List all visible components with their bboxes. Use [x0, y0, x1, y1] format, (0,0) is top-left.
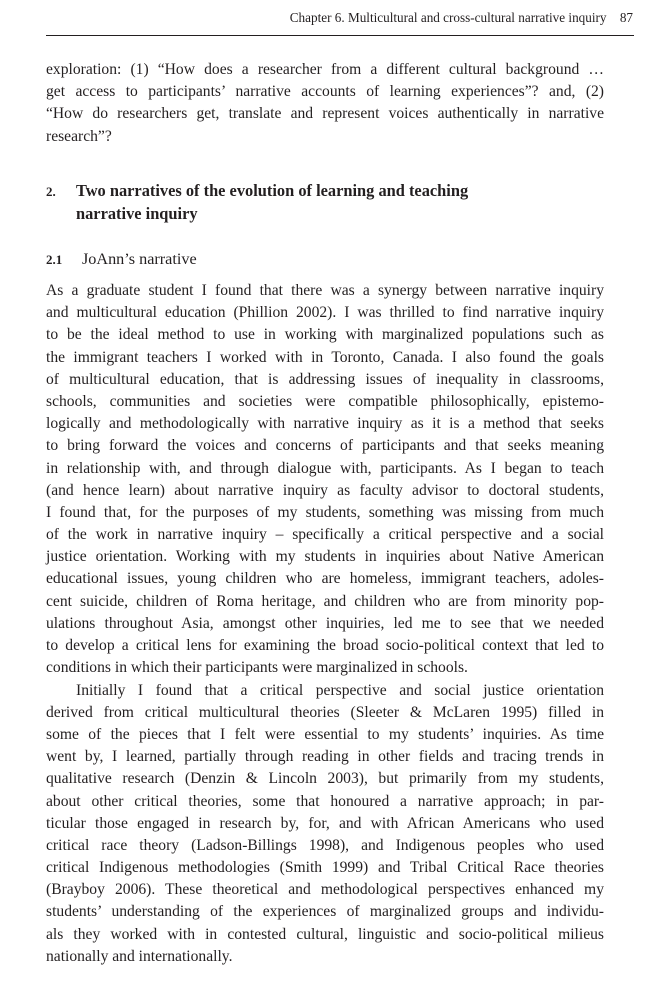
text-line: of the work in narrative inquiry – specifically a critical perspective and a social	[46, 526, 604, 544]
running-head-title: Chapter 6. Multicultural and cross-cultural narrative inquiry	[289, 10, 607, 25]
text-line: some of the pieces that I felt were essential to my students’ inquiries. As time	[46, 725, 604, 743]
subsection-title: JoAnn’s narrative	[82, 250, 197, 268]
section-number: 2.	[46, 184, 56, 199]
text-line: critical Indigenous methodologies (Smith 1999) and Tribal Critical Race theories	[46, 859, 604, 877]
text-line: of multicultural education, that is addressing issues of inequality in classrooms,	[46, 370, 604, 388]
paragraph-1	[46, 280, 604, 679]
text-line: critical race theory (Ladson-Billings 1998), and Indigenous peoples who used	[46, 836, 604, 854]
text-line: students’ understanding of the experiences of marginalized groups and individu-	[46, 903, 604, 921]
text-line: nationally and internationally.	[46, 947, 233, 965]
text-line: als they worked with in contested cultural, linguistic and socio-political milieus	[46, 925, 604, 943]
text-line: Initially I found that a critical perspective and social justice orientation	[76, 681, 604, 699]
paragraph-2	[46, 680, 604, 968]
text-line: ulations throughout Asia, amongst other inquiries, led me to see that we needed	[46, 614, 604, 632]
subsection-heading	[46, 248, 197, 271]
text-line: qualitative research (Denzin & Lincoln 2003), but primarily from my students,	[46, 770, 604, 788]
text-line: went by, I learned, partially through reading in other fields and tracing trends in	[46, 748, 604, 766]
text-line: ticular those engaged in research by, for, and with African Americans who used	[46, 814, 604, 832]
text-line: get access to participants’ narrative accounts of learning experiences”? and, (2)	[46, 83, 604, 101]
text-line: in relationship with, and through dialogue with, participants. As I began to teach	[46, 459, 604, 477]
text-line: logically and methodologically with narrative inquiry as it is a method that seeks	[46, 415, 604, 433]
text-line: to be the ideal method to use in working with marginalized populations such as	[46, 326, 604, 344]
text-line: to develop a critical lens for examining the broad socio-political context that led to	[46, 637, 604, 654]
text-line: schools, communities and societies were compatible philosophically, epistemo-	[46, 392, 604, 410]
header-rule	[46, 35, 634, 36]
text-line: and multicultural education (Phillion 2002). I was thrilled to find narrative inquiry	[46, 304, 604, 322]
text-line: derived from critical multicultural theories (Sleeter & McLaren 1995) filled in	[46, 703, 604, 721]
text-line: “How do researchers get, translate and represent voices authentically in narrative	[46, 105, 604, 123]
text-line: As a graduate student I found that there was a synergy between narrative inquiry	[46, 282, 604, 299]
text-line: the immigrant teachers I worked with in Toronto, Canada. I also found the goals	[46, 348, 604, 366]
page-number: 87	[619, 10, 633, 25]
text-line: I found that, for the purposes of my students, something was missing from much	[46, 503, 604, 521]
text-line: educational issues, young children who are homeless, immigrant teachers, adoles-	[46, 570, 604, 588]
text-line: cent suicide, children of Roma heritage, and children who are from minority pop-	[46, 592, 604, 610]
text-line: justice orientation. Working with my students in inquiries about Native American	[46, 548, 604, 566]
running-head	[46, 10, 633, 30]
text-line: about other critical theories, some that honoured a narrative approach; in par-	[46, 792, 604, 810]
section-title-line: Two narratives of the evolution of learning and teaching	[76, 181, 469, 200]
subsection-number: 2.1	[46, 252, 63, 267]
text-line: to bring forward the voices and concerns of participants and that seeks meaning	[46, 437, 604, 455]
text-line: research”?	[46, 127, 112, 145]
text-line: (Brayboy 2006). These theoretical and methodological perspectives enhanced my	[46, 881, 604, 899]
text-line: (and hence learn) about narrative inquiry as faculty advisor to doctoral students,	[46, 481, 604, 499]
intro-paragraph	[46, 59, 604, 148]
text-line: conditions in which their participants were marginalized in schools.	[46, 659, 468, 677]
section-title-line: narrative inquiry	[76, 203, 198, 223]
text-line: exploration: (1) “How does a researcher from a different cultural background …	[46, 61, 604, 78]
